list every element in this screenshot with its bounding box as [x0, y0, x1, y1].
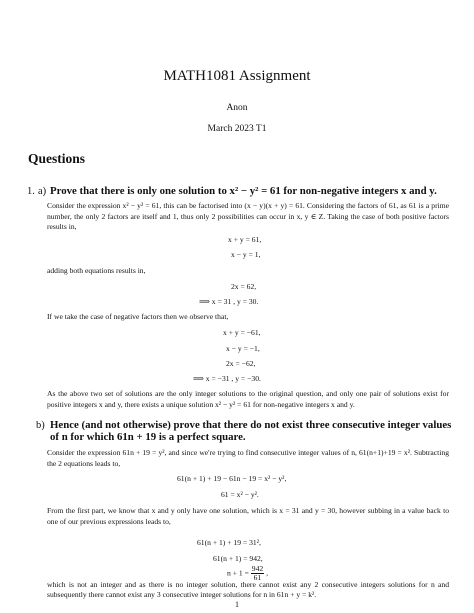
fraction-numerator: 942	[251, 564, 264, 573]
question-1a-paragraph-3: If we take the case of negative factors then we observe that,	[47, 312, 229, 321]
equation: x − y = 1,	[231, 250, 261, 259]
equation: 2x = 62,	[231, 282, 257, 291]
question-number: 1.	[27, 186, 35, 197]
question-part-label: b)	[36, 420, 45, 431]
document-date: March 2023 T1	[207, 124, 267, 134]
question-1a-paragraph-1: Consider the expression x² − y² = 61, this can be factorised into (x − y)(x + y) = 61. Considering the factors of 61, as 61 is a prime number, the only 2 factors are itself and 1, thus only 2 possibilities can occur in x, y ∈ Z. Taking the case of both positive factors results in,	[47, 201, 449, 232]
question-1b-paragraph-2: From the first part, we know that x and y only have one solution, which is x = 31 and y = 30, however subbing in a value back to one of our previous expressions leads to,	[47, 506, 449, 526]
question-1b-heading: Hence (and not otherwise) prove that there do not exist three consecutive integer values of n for which 61n + 19 is a perfect square.	[50, 419, 452, 443]
equation: x − y = −1,	[226, 344, 260, 353]
equation: ⟹ x = −31 , y = −30.	[193, 374, 261, 383]
equation: 61(n + 1) + 19 = 31²,	[197, 538, 261, 547]
fraction-denominator: 61	[253, 573, 262, 582]
equation: 2x = −62,	[226, 359, 256, 368]
section-heading: Questions	[28, 151, 86, 166]
question-1a-heading: Prove that there is only one solution to x² − y² = 61 for non-negative integers x and y.	[50, 185, 437, 197]
question-1b-paragraph-3: which is not an integer and as there is no integer solution, there cannot exist any 2 consecutive integers solutions for n and subsequently there cannot exist any 3 consecutive integer solutions for n in 61n + y = k².	[47, 580, 449, 599]
question-1a-paragraph-2: adding both equations results in,	[47, 266, 146, 275]
equation: x + y = 61,	[228, 235, 262, 244]
equation: 61 = x² − y².	[221, 490, 259, 499]
equation: ⟹ x = 31 , y = 30.	[199, 297, 259, 306]
page-number: 1	[235, 600, 239, 609]
equation: 61(n + 1) + 19 − 61n − 19 = x² − y²,	[177, 474, 287, 483]
question-1a-paragraph-4: As the above two set of solutions are the only integer solutions to the original question, and only one pair of solutions exist for positive integers x and y, there exists a unique solution x² − y² = 61 for non-negative integers x and y.	[47, 389, 449, 409]
question-part-label: a)	[38, 186, 47, 197]
equation: x + y = −61,	[223, 328, 261, 337]
fraction-end: ,	[266, 568, 268, 578]
document-title: MATH1081 Assignment	[163, 68, 311, 84]
question-1b-paragraph-1: Consider the expression 61n + 19 = y², and since we're trying to find consecutive integer values of n, 61(n+1)+19 = x². Subtracting the 2 equations leads to,	[47, 448, 449, 468]
equation: 61(n + 1) = 942,	[213, 554, 263, 563]
fraction-lhs: n + 1 =	[227, 568, 249, 578]
document-author: Anon	[226, 103, 248, 113]
